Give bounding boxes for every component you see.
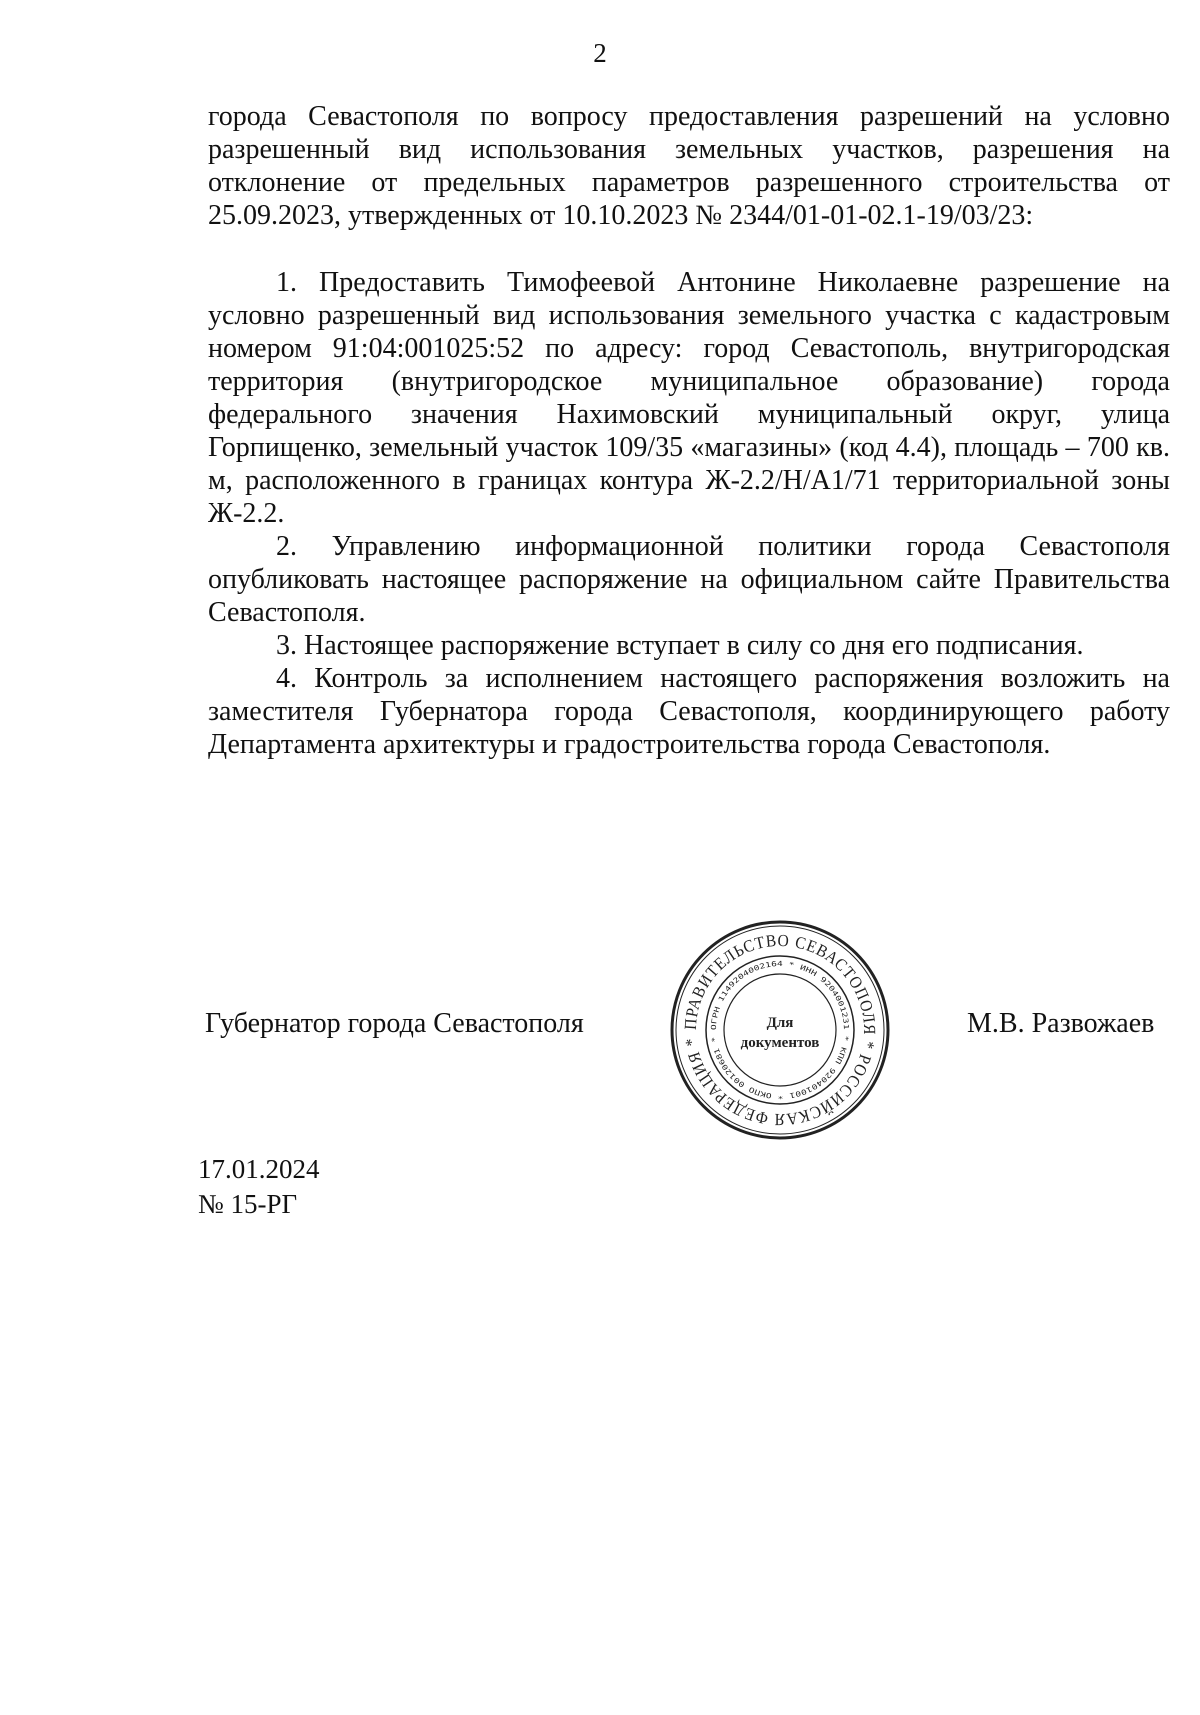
seal-center-line-1: Для xyxy=(766,1015,794,1031)
item-4-paragraph: 4. Контроль за исполнением настоящего распоряжения возложить на заместителя Губернатора города Севастополя, координирующего работу Департамента архитектуры и градостроительства города Севастополя. xyxy=(208,663,1170,760)
document-number: № 15-РГ xyxy=(198,1189,298,1219)
document-date: 17.01.2024 xyxy=(198,1154,320,1184)
seal-inner-text: ОГРН 1149204002164 * ИНН 9204001231 * КПП 920401001 * ОКПО 00120681 * xyxy=(709,959,851,1101)
item-3-paragraph: 3. Настоящее распоряжение вступает в силу со дня его подписания. xyxy=(276,630,1084,661)
item-1-paragraph: 1. Предоставить Тимофеевой Антонине Николаевне разрешение на условно разрешенный вид использования земельного участка с кадастровым номером 91:04:001025:52 по адресу: город Севастополь, внутригородская территория (внутригородское муниципальное образование) города федерального значения Нахимовский муниципальный округ, улица Горпищенко, земельный участок 109/35 «магазины» (код 4.4), площадь – 700 кв. м, расположенного в границах контура Ж-2.2/Н/А1/71 территориальной зоны Ж-2.2. xyxy=(208,267,1170,529)
signatory-title: Губернатор города Севастополя xyxy=(205,1008,584,1039)
intro-paragraph: города Севастополя по вопросу предоставления разрешений на условно разрешенный вид использования земельных участков, разрешения на отклонение от предельных параметров разрешенного строительства от 25.09.2023, утвержденных от 10.10.2023 № 2344/01-01-02.1-19/03/23: xyxy=(208,101,1170,231)
item-2-paragraph: 2. Управлению информационной политики города Севастополя опубликовать настоящее распоряжение на официальном сайте Правительства Севастополя. xyxy=(208,531,1170,628)
document-body xyxy=(208,100,1170,761)
page-number: 2 xyxy=(593,38,607,68)
seal-center-line-2: документов xyxy=(740,1035,820,1051)
seal-outer-text: ПРАВИТЕЛЬСТВО СЕВАСТОПОЛЯ * РОССИЙСКАЯ ФЕДЕРАЦИЯ * xyxy=(680,930,880,1130)
paragraph-gap xyxy=(208,232,1170,266)
seal-stamp-icon xyxy=(667,917,893,1143)
signatory-name: М.В. Развожаев xyxy=(967,1008,1155,1039)
official-seal xyxy=(667,917,893,1143)
